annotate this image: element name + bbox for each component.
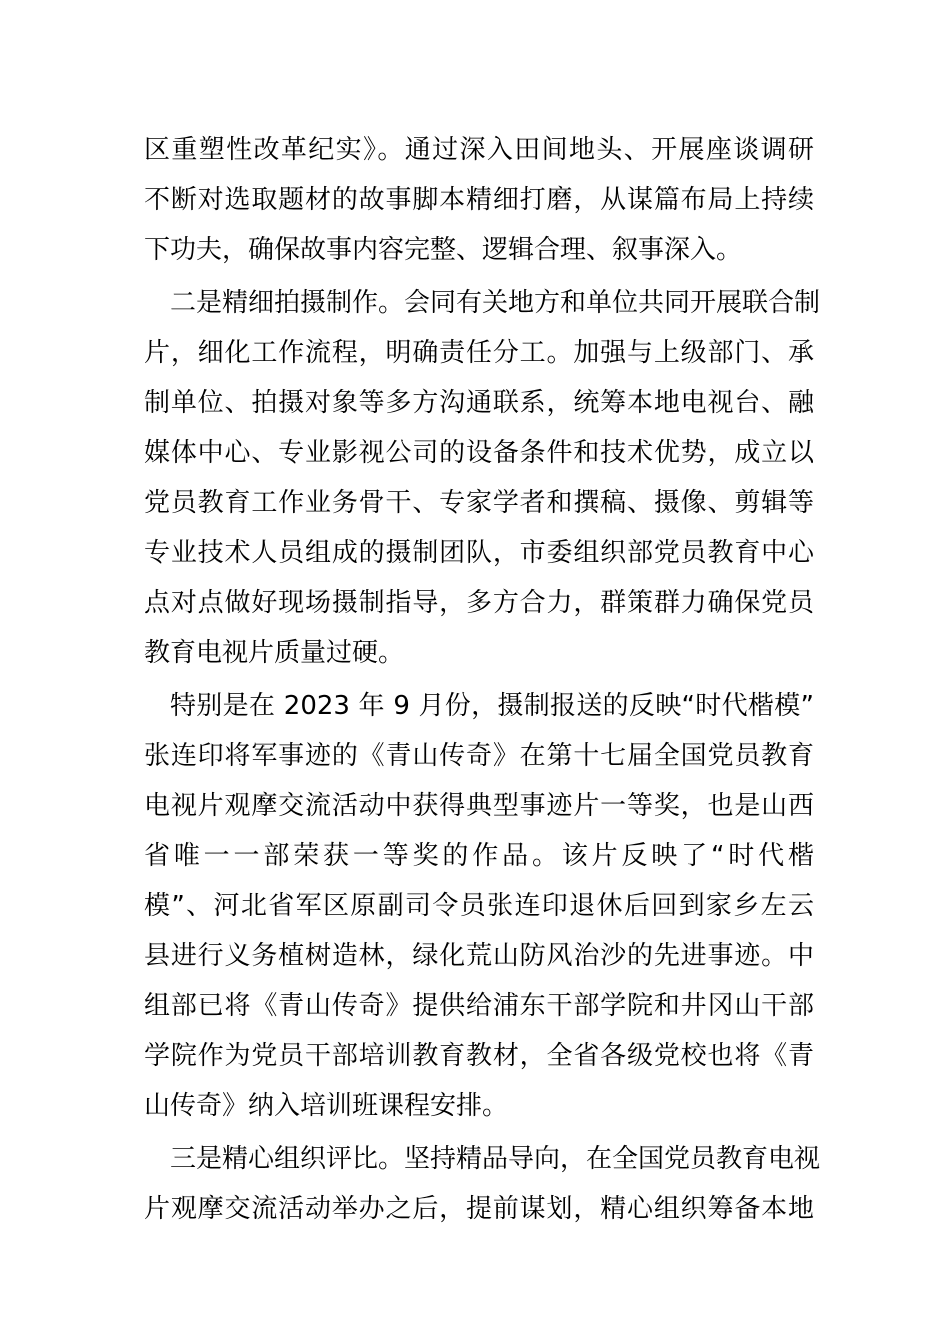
paragraph	[144, 125, 814, 275]
text-line: 学院作为党员干部培训教育教材，全省各级党校也将《青	[144, 1041, 814, 1071]
text-line: 二是精细拍摄制作。会同有关地方和单位共同开展联合制	[170, 288, 821, 318]
text-line: 三是精心组织评比。坚持精品导向，在全国党员教育电视	[170, 1144, 821, 1174]
text-line: 党员教育工作业务骨干、专家学者和撰稿、摄像、剪辑等	[144, 488, 814, 518]
text-line: 组部已将《青山传奇》提供给浦东干部学院和井冈山干部	[144, 991, 814, 1021]
text-line: 片，细化工作流程，明确责任分工。加强与上级部门、承	[144, 338, 814, 368]
text-line: 不断对选取题材的故事脚本精细打磨，从谋篇布局上持续	[144, 185, 814, 215]
paragraph	[144, 278, 821, 678]
text-line: 电视片观摩交流活动中获得典型事迹片一等奖，也是山西	[144, 791, 814, 821]
text-line: 点对点做好现场摄制指导，多方合力，群策群力确保党员	[144, 588, 814, 618]
text-line: 模”、河北省军区原副司令员张连印退休后回到家乡左云	[144, 891, 814, 921]
text-line: 省唯一一部荣获一等奖的作品。该片反映了“时代楷	[144, 841, 814, 871]
text-line: 区重塑性改革纪实》。通过深入田间地头、开展座谈调研	[144, 135, 814, 165]
text-line: 制单位、拍摄对象等多方沟通联系，统筹本地电视台、融	[144, 388, 814, 418]
text-line: 媒体中心、专业影视公司的设备条件和技术优势，成立以	[144, 438, 814, 468]
text-line: 教育电视片质量过硬。	[144, 638, 405, 668]
body-text	[144, 125, 821, 1234]
text-line: 特别是在 2023 年 9 月份，摄制报送的反映“时代楷模”	[170, 691, 814, 721]
text-line: 专业技术人员组成的摄制团队，市委组织部党员教育中心	[144, 538, 814, 568]
text-line: 张连印将军事迹的《青山传奇》在第十七届全国党员教育	[144, 741, 814, 771]
text-line: 县进行义务植树造林，绿化荒山防风治沙的先进事迹。中	[144, 941, 814, 971]
text-line: 下功夫，确保故事内容完整、逻辑合理、叙事深入。	[144, 235, 743, 265]
paragraph	[144, 681, 814, 1131]
text-line: 片观摩交流活动举办之后，提前谋划，精心组织筹备本地	[144, 1194, 814, 1224]
text-line: 山传奇》纳入培训班课程安排。	[144, 1091, 509, 1121]
paragraph	[144, 1134, 821, 1234]
